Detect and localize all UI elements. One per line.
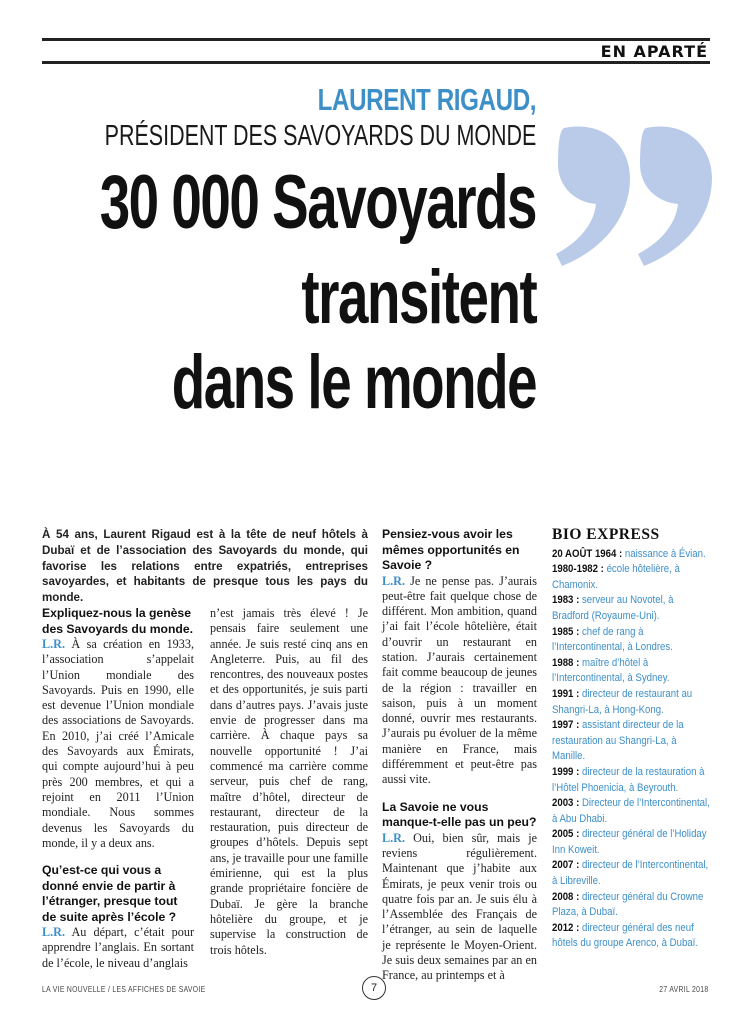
bio-entry: 2003 : Directeur de l’Intercontinental, à Abu Dhabi. bbox=[552, 797, 710, 825]
article-column-2 bbox=[210, 606, 368, 958]
bio-entry: 2012 : directeur général des neuf hôtels du groupe Arenco, à Dubaï. bbox=[552, 921, 699, 950]
lead-paragraph: À 54 ans, Laurent Rigaud est à la tête de neuf hôtels à Dubaï et de l’association des Savoyards du monde, qui favorise les relations entre expatriés, entreprises savoyardes, et habitants de presque tous les pays du monde. bbox=[42, 528, 368, 605]
rubric-label: EN APARTÉ bbox=[600, 42, 708, 61]
headline-line-1: 30 000 Savoyards bbox=[99, 160, 536, 245]
bio-entry: 1980-1982 : école hôtelière, à Chamonix. bbox=[552, 563, 680, 591]
question-4: La Savoie ne vous manque-t-elle pas un peu? bbox=[382, 799, 537, 830]
interviewee-role: PRÉSIDENT DES SAVOYARDS DU MONDE bbox=[104, 120, 536, 152]
bio-entry: 20 AOÛT 1964 : naissance à Évian. bbox=[552, 547, 706, 560]
footer-publication: LA VIE NOUVELLE / LES AFFICHES DE SAVOIE bbox=[42, 984, 206, 994]
footer-date: 27 AVRIL 2018 bbox=[658, 984, 708, 994]
bio-entry: 1991 : directeur de restaurant au Shangri-La, à Hong-Kong. bbox=[552, 687, 693, 716]
bio-entry: 1997 : assistant directeur de la restauration au Shangri-La, à Manille. bbox=[552, 719, 684, 763]
bio-entry: 1983 : serveur au Novotel, à Bradford (Royaume-Uni). bbox=[552, 594, 674, 622]
closing-quote-icon bbox=[556, 120, 716, 270]
headline-line-3: dans le monde bbox=[171, 340, 536, 425]
question-2: Qu’est-ce qui vous a donné envie de partir à l’étranger, presque tout de suite après l’école ? bbox=[42, 863, 178, 924]
bio-entry: 2008 : directeur général du Crowne Plaza, à Dubaï. bbox=[552, 890, 704, 919]
answer-2-continued: n’est jamais très élevé ! Je pensais faire seulement une année. Je suis resté cinq ans en Angleterre. Puis, au fil des rencontres, des nouveaux postes et des opportunités, je suis parti dans d’autres pays. J’avais juste envie de progresser dans ma carrière. À chaque pays sa nouvelle opportunité ! J’ai commencé ma carrière comme serveur, puis chef de rang, maître d’hôtel, directeur de restaurant, directeur de la restauration, puis directeur de groupes d’hôtels. Depuis sept ans, je travaille pour une famille émirienne, qui est la plus grande propriétaire foncière de Dubaï. Je gère la branche hôtelière du groupe, et je supervise la construction de trois hôtels. bbox=[210, 606, 368, 957]
bio-entry: 2005 : directeur général de l’Holiday Inn Koweit. bbox=[552, 828, 707, 856]
answer-4: L.R. Oui, bien sûr, mais je reviens régulièrement. Maintenant que j’habite aux Émirats, je peux venir trois ou quatre fois par an. Je suis élu à l’Assemblée des Français de l’étranger, au sein de laquelle je représente le Moyen-Orient. Je suis deux semaines par an en France, au printemps et à bbox=[382, 830, 537, 983]
answer-2-start: L.R. Au départ, c’était pour apprendre l’anglais. En sortant de l’école, le niveau d’anglais bbox=[42, 925, 195, 970]
question-3: Pensiez-vous avoir les mêmes opportunités en Savoie ? bbox=[382, 527, 520, 572]
bio-express-box bbox=[552, 527, 712, 952]
bio-entry: 1985 : chef de rang à l’Intercontinental, à Londres. bbox=[552, 625, 673, 654]
answer-1: L.R. À sa création en 1933, l’association s’appelait l’Union mondiale des Savoyards. Puis en 1990, elle est devenue l’Union mondiale des associations de Savoyards. En 2010, j’ai créé l’Amicale des Savoyards aux Émirats, qui compte aujourd’hui à peu près 200 membres, et qui a rejoint en 2011 l’Union mondiale. Nous sommes devenus les Savoyards du monde, il y a deux ans. bbox=[42, 637, 194, 850]
rubric-bar bbox=[42, 38, 710, 64]
answer-3: L.R. Je ne pense pas. J’aurais peut-être fait quelque chose de différent. Mon ambition, quand j’ai fait l’école hôtelière, était d’ouvrir un restaurant en station. J’aurais certainement fait comme beaucoup de jeunes de la région : travailler en saison, puis à un moment donné, ouvrir mes restaurants. J’aurais pu évoluer de la même manière en France, mais différemment et peut-être pas aussi vite. bbox=[382, 573, 537, 787]
page-number: 7 bbox=[362, 976, 386, 1000]
initials: L.R. bbox=[382, 573, 406, 588]
question-1: Expliquez-nous la genèse des Savoyards du monde. bbox=[42, 606, 194, 636]
bio-entry: 1999 : directeur de la restauration à l’Hôtel Phoenicia, à Beyrouth. bbox=[552, 765, 705, 794]
bio-entry: 2007 : directeur de l’Intercontinental, à Libreville. bbox=[552, 859, 709, 888]
initials: L.R. bbox=[42, 637, 66, 651]
headline-line-2: transitent bbox=[301, 255, 536, 340]
article-column-1 bbox=[42, 606, 194, 971]
bio-entry: 1988 : maître d’hôtel à l’Intercontinental, à Sydney. bbox=[552, 656, 670, 685]
bio-title: BIO EXPRESS bbox=[552, 526, 660, 543]
interviewee-name: LAURENT RIGAUD, bbox=[317, 82, 536, 117]
initials: L.R. bbox=[382, 830, 406, 845]
initials: L.R. bbox=[42, 925, 66, 940]
article-column-3 bbox=[382, 527, 537, 984]
